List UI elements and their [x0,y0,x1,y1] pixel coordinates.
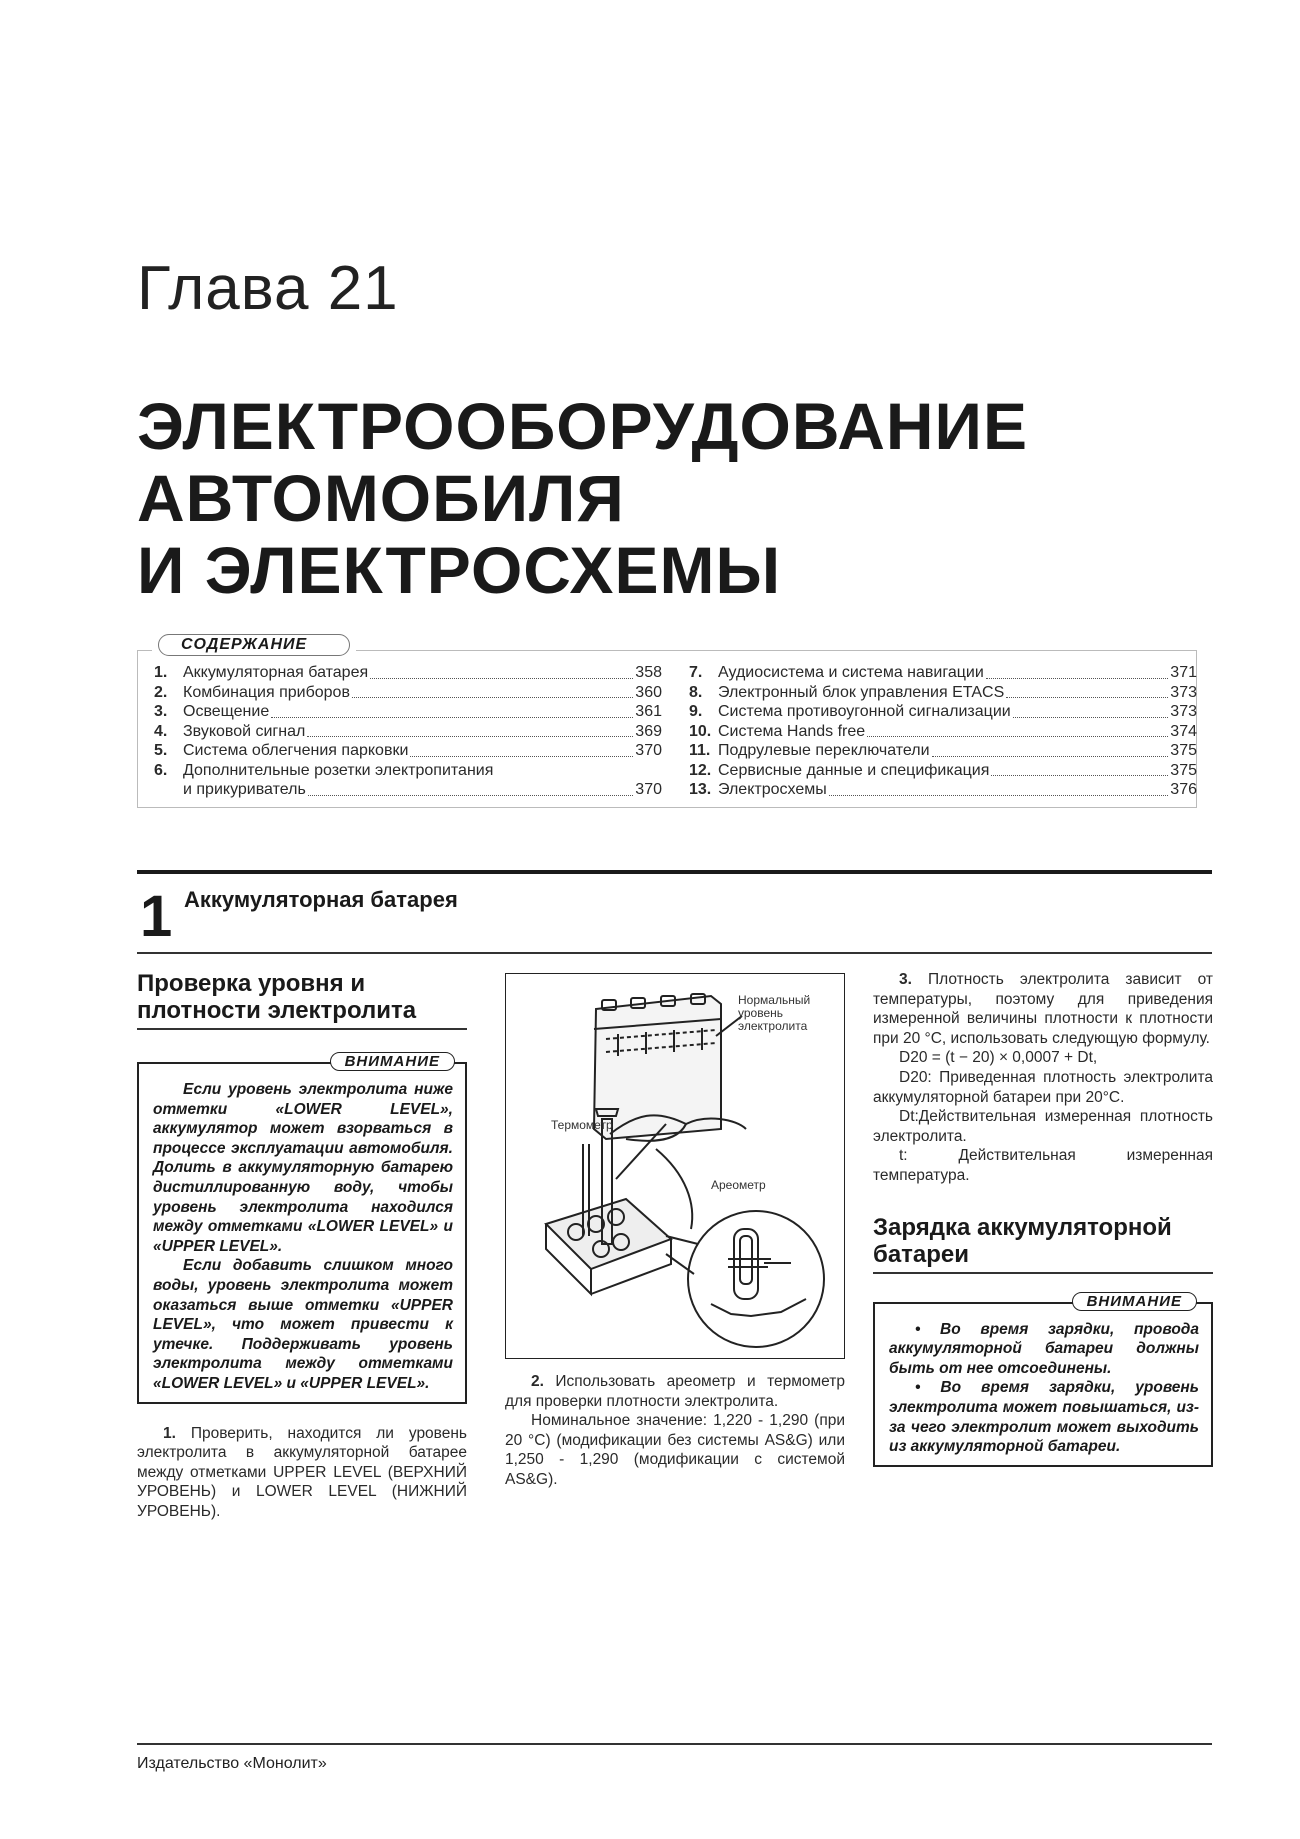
toc-heading: СОДЕРЖАНИЕ [158,634,350,656]
chapter-title-line: ЭЛЕКТРООБОРУДОВАНИЕ [137,389,1028,463]
toc-item[interactable]: 11. Подрулевые переключатели 375 [689,742,1197,759]
column-3 [873,970,1213,1467]
section-rule-top [137,870,1212,874]
toc-item[interactable]: 2. Комбинация приборов 360 [154,683,662,701]
chapter-title-line: И ЭЛЕКТРОСХЕМЫ [137,533,782,607]
toc-item[interactable]: 5. Система облегчения парковки 370 [154,742,662,759]
toc-item[interactable]: 8. Электронный блок управления ETACS 373 [689,683,1197,701]
step-1: 1. Проверить, находится ли уровень электролита в аккумуляторной батарее между отметками UPPER LEVEL (ВЕРХНИЙ УРОВЕНЬ) и LOWER LEVEL (НИЖНИЙ УРОВЕНЬ). [137,1424,467,1520]
warning-tag: ВНИМАНИЕ [330,1052,455,1071]
column-1 [137,970,467,1521]
warning-box [137,1053,467,1404]
step-3: 3. Плотность электролита зависит от температуры, поэтому для приведения измеренной величины плотности к плотности при 20 °C, использовать следующую формулу. D20 = (t − 20) × 0,0007 + Dt, D20: Приведенная плотность электролита аккумуляторной батареи при 20°C. Dt:Действительная измеренная плотность электролита. t: Действительная измеренная температура. [873,971,1214,1184]
section-number: 1 [140,884,173,949]
toc-item[interactable]: 9. Система противоугонной сигнализации 373 [689,703,1197,720]
label-thermometer: Термометр [551,1118,613,1132]
publisher: Издательство «Монолит» [137,1755,327,1772]
subheading: Проверка уровня и плотности электролита [137,970,417,1024]
warning-tag: ВНИМАНИЕ [1072,1292,1197,1311]
toc-item[interactable]: 6. Дополнительные розетки электропитания и прикуриватель 370 [154,761,662,798]
chapter-title-line: АВТОМОБИЛЯ [137,461,625,535]
battery-figure [505,973,845,1359]
label-hydrometer: Ареометр [711,1178,766,1192]
chapter-label: Глава 21 [137,254,399,323]
toc-heading-wrap [152,634,356,656]
subheading-rule [137,1028,467,1030]
toc-item[interactable]: 4. Звуковой сигнал 369 [154,722,662,740]
toc-item[interactable]: 12. Сервисные данные и спецификация 375 [689,761,1197,779]
warning-box [873,1292,1213,1467]
toc-column-left [154,663,662,800]
warning-text: • Во время зарядки, провода аккумуляторной батареи должны быть от нее отсоединены. • Во время зарядки, уровень электролита может повышаться, из-за чего электролит может выходить из аккумуляторной батареи. [889,1320,1199,1456]
column-2: 2. Использовать ареометр и термометр для проверки плотности электролита. Номинальное значение: 1,220 - 1,290 (при 20 °C) (модификации без системы AS&G) или 1,250 - 1,290 (модификации с системой AS&G). [505,1373,846,1488]
toc-item[interactable]: 3. Освещение 361 [154,703,662,720]
nominal-value: Номинальное значение: 1,220 - 1,290 (при 20 °C) (модификации без системы AS&G) или 1,250 - 1,290 (модификации с системой AS&G). [505,1412,845,1488]
toc-item[interactable]: 7. Аудиосистема и система навигации 371 [689,664,1197,681]
section-rule-bottom [137,952,1212,954]
toc-column-right [689,663,1197,800]
footer-rule [137,1743,1212,1745]
label-normal-level: Нормальный уровень электролита [738,993,811,1033]
chapter-title [137,390,1028,606]
toc-item[interactable]: 13. Электросхемы 376 [689,781,1197,798]
toc-item[interactable]: 10. Система Hands free 374 [689,722,1197,740]
subheading-rule [873,1272,1213,1274]
warning-text: Если уровень электролита ниже отметки «LOWER LEVEL», аккумулятор может взорваться в процессе эксплуатации автомобиля. Долить в аккумуляторную батарею дистиллированную воду, чтобы уровень электролита находился между отметками «LOWER LEVEL» и «UPPER LEVEL». Если добавить слишком много воды, уровень электролита может оказаться выше отметки «UPPER LEVEL», что может привести к утечке. Поддерживать уровень электролита между отметками «LOWER LEVEL» и «UPPER LEVEL». [153,1081,453,1392]
toc-item[interactable]: 1. Аккумуляторная батарея 358 [154,664,662,681]
subheading: Зарядка аккумуляторной батареи [873,1213,1172,1268]
section-title: Аккумуляторная батарея [184,887,458,912]
formula: D20 = (t − 20) × 0,0007 + Dt, [899,1049,1098,1067]
